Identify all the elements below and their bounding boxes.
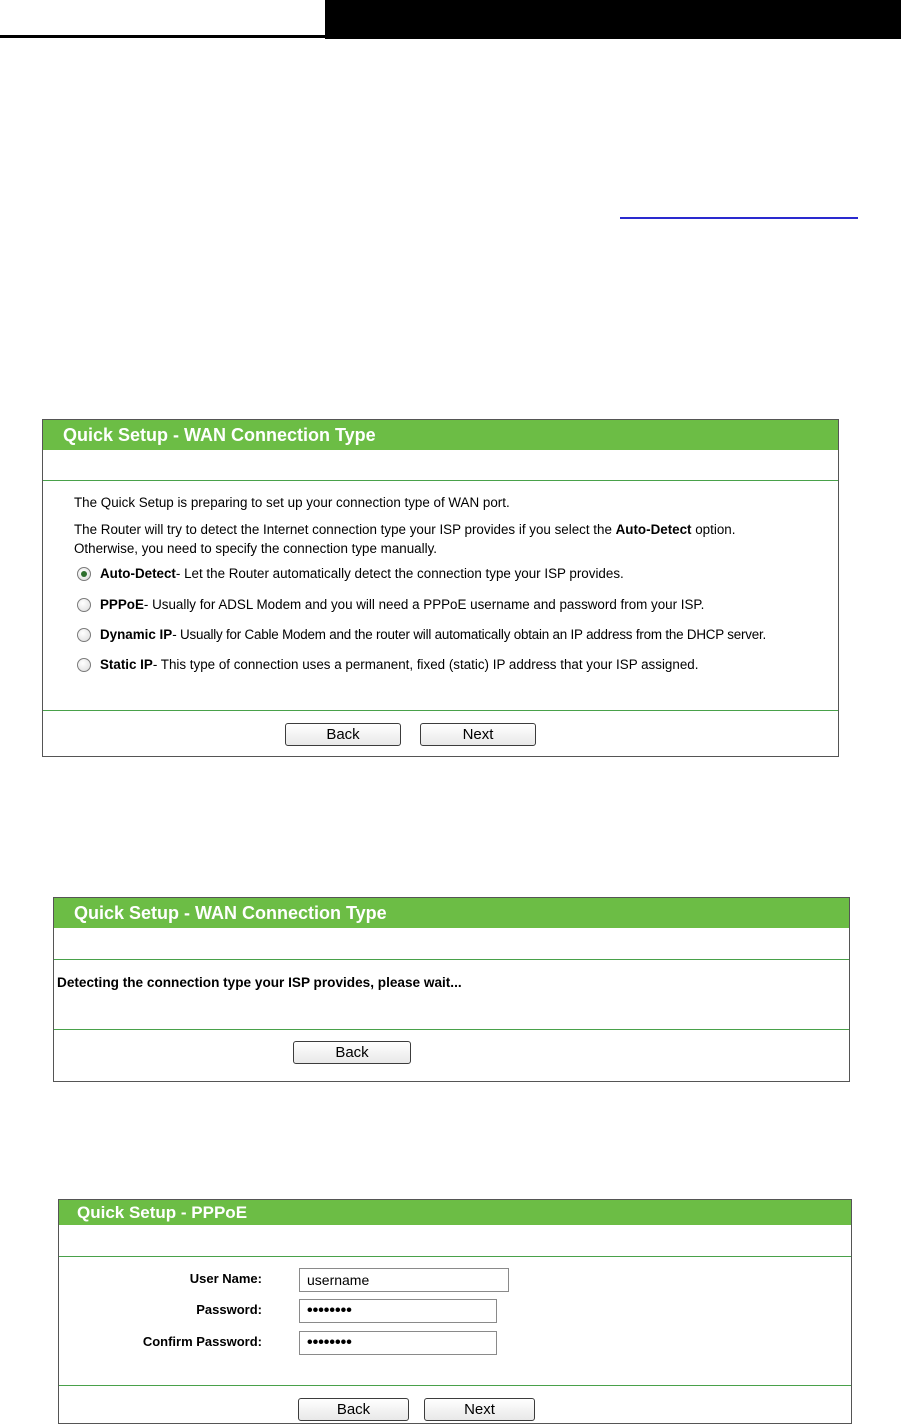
confirm-password-label: Confirm Password: [142,1334,262,1349]
back-button[interactable]: Back [298,1398,409,1421]
option-label: Static IP [100,657,153,672]
option-desc: - This type of connection uses a permanent, fixed (static) IP address that your ISP assigned. [152,657,699,672]
option-auto-detect[interactable] [77,566,624,581]
option-label: Dynamic IP [100,627,173,642]
divider [43,480,838,481]
option-dynamic-ip[interactable] [77,627,766,642]
confirm-password-input[interactable]: •••••••• [299,1331,497,1355]
intro-text-2 [74,521,735,538]
back-button[interactable]: Back [293,1041,411,1064]
option-desc: - Usually for Cable Modem and the router will automatically obtain an IP address from the DHCP server. [172,627,767,642]
intro-text-3: Otherwise, you need to specify the connection type manually. [74,541,437,556]
username-label: User Name: [189,1271,262,1286]
divider [54,1029,849,1030]
divider [54,959,849,960]
radio-static-ip[interactable] [77,658,91,672]
page-header-left [0,0,325,38]
intro-text-2-pre: The Router will try to detect the Internet connection type your ISP provides if you select the [74,522,616,537]
back-button[interactable]: Back [285,723,401,746]
divider [43,710,838,711]
pppoe-panel [58,1199,852,1424]
option-label: PPPoE [100,597,144,612]
page-header-bar [325,0,901,39]
option-desc: - Let the Router automatically detect the connection type your ISP provides. [175,566,624,581]
intro-text: The Quick Setup is preparing to set up your connection type of WAN port. [74,495,510,510]
intro-text-2-bold: Auto-Detect [615,522,692,537]
divider [59,1385,851,1386]
password-input[interactable]: •••••••• [299,1299,497,1323]
radio-dynamic-ip[interactable] [77,628,91,642]
detecting-panel [53,897,850,1082]
panel-title: Quick Setup - WAN Connection Type [43,420,838,450]
password-label: Password: [196,1302,262,1317]
wan-connection-type-panel [42,419,839,757]
link-underline [620,217,858,219]
option-desc: - Usually for ADSL Modem and you will need a PPPoE username and password from your ISP. [143,597,705,612]
option-label: Auto-Detect [100,566,176,581]
divider [59,1256,851,1257]
intro-text-2-post: option. [691,522,736,537]
username-input[interactable]: username [299,1268,509,1292]
panel-title: Quick Setup - WAN Connection Type [54,898,849,928]
option-pppoe[interactable] [77,597,704,612]
next-button[interactable]: Next [420,723,536,746]
next-button[interactable]: Next [424,1398,535,1421]
detecting-message: Detecting the connection type your ISP provides, please wait... [57,975,462,990]
option-static-ip[interactable] [77,657,698,672]
panel-title: Quick Setup - PPPoE [59,1200,851,1225]
radio-auto-detect[interactable] [77,567,91,581]
radio-pppoe[interactable] [77,598,91,612]
